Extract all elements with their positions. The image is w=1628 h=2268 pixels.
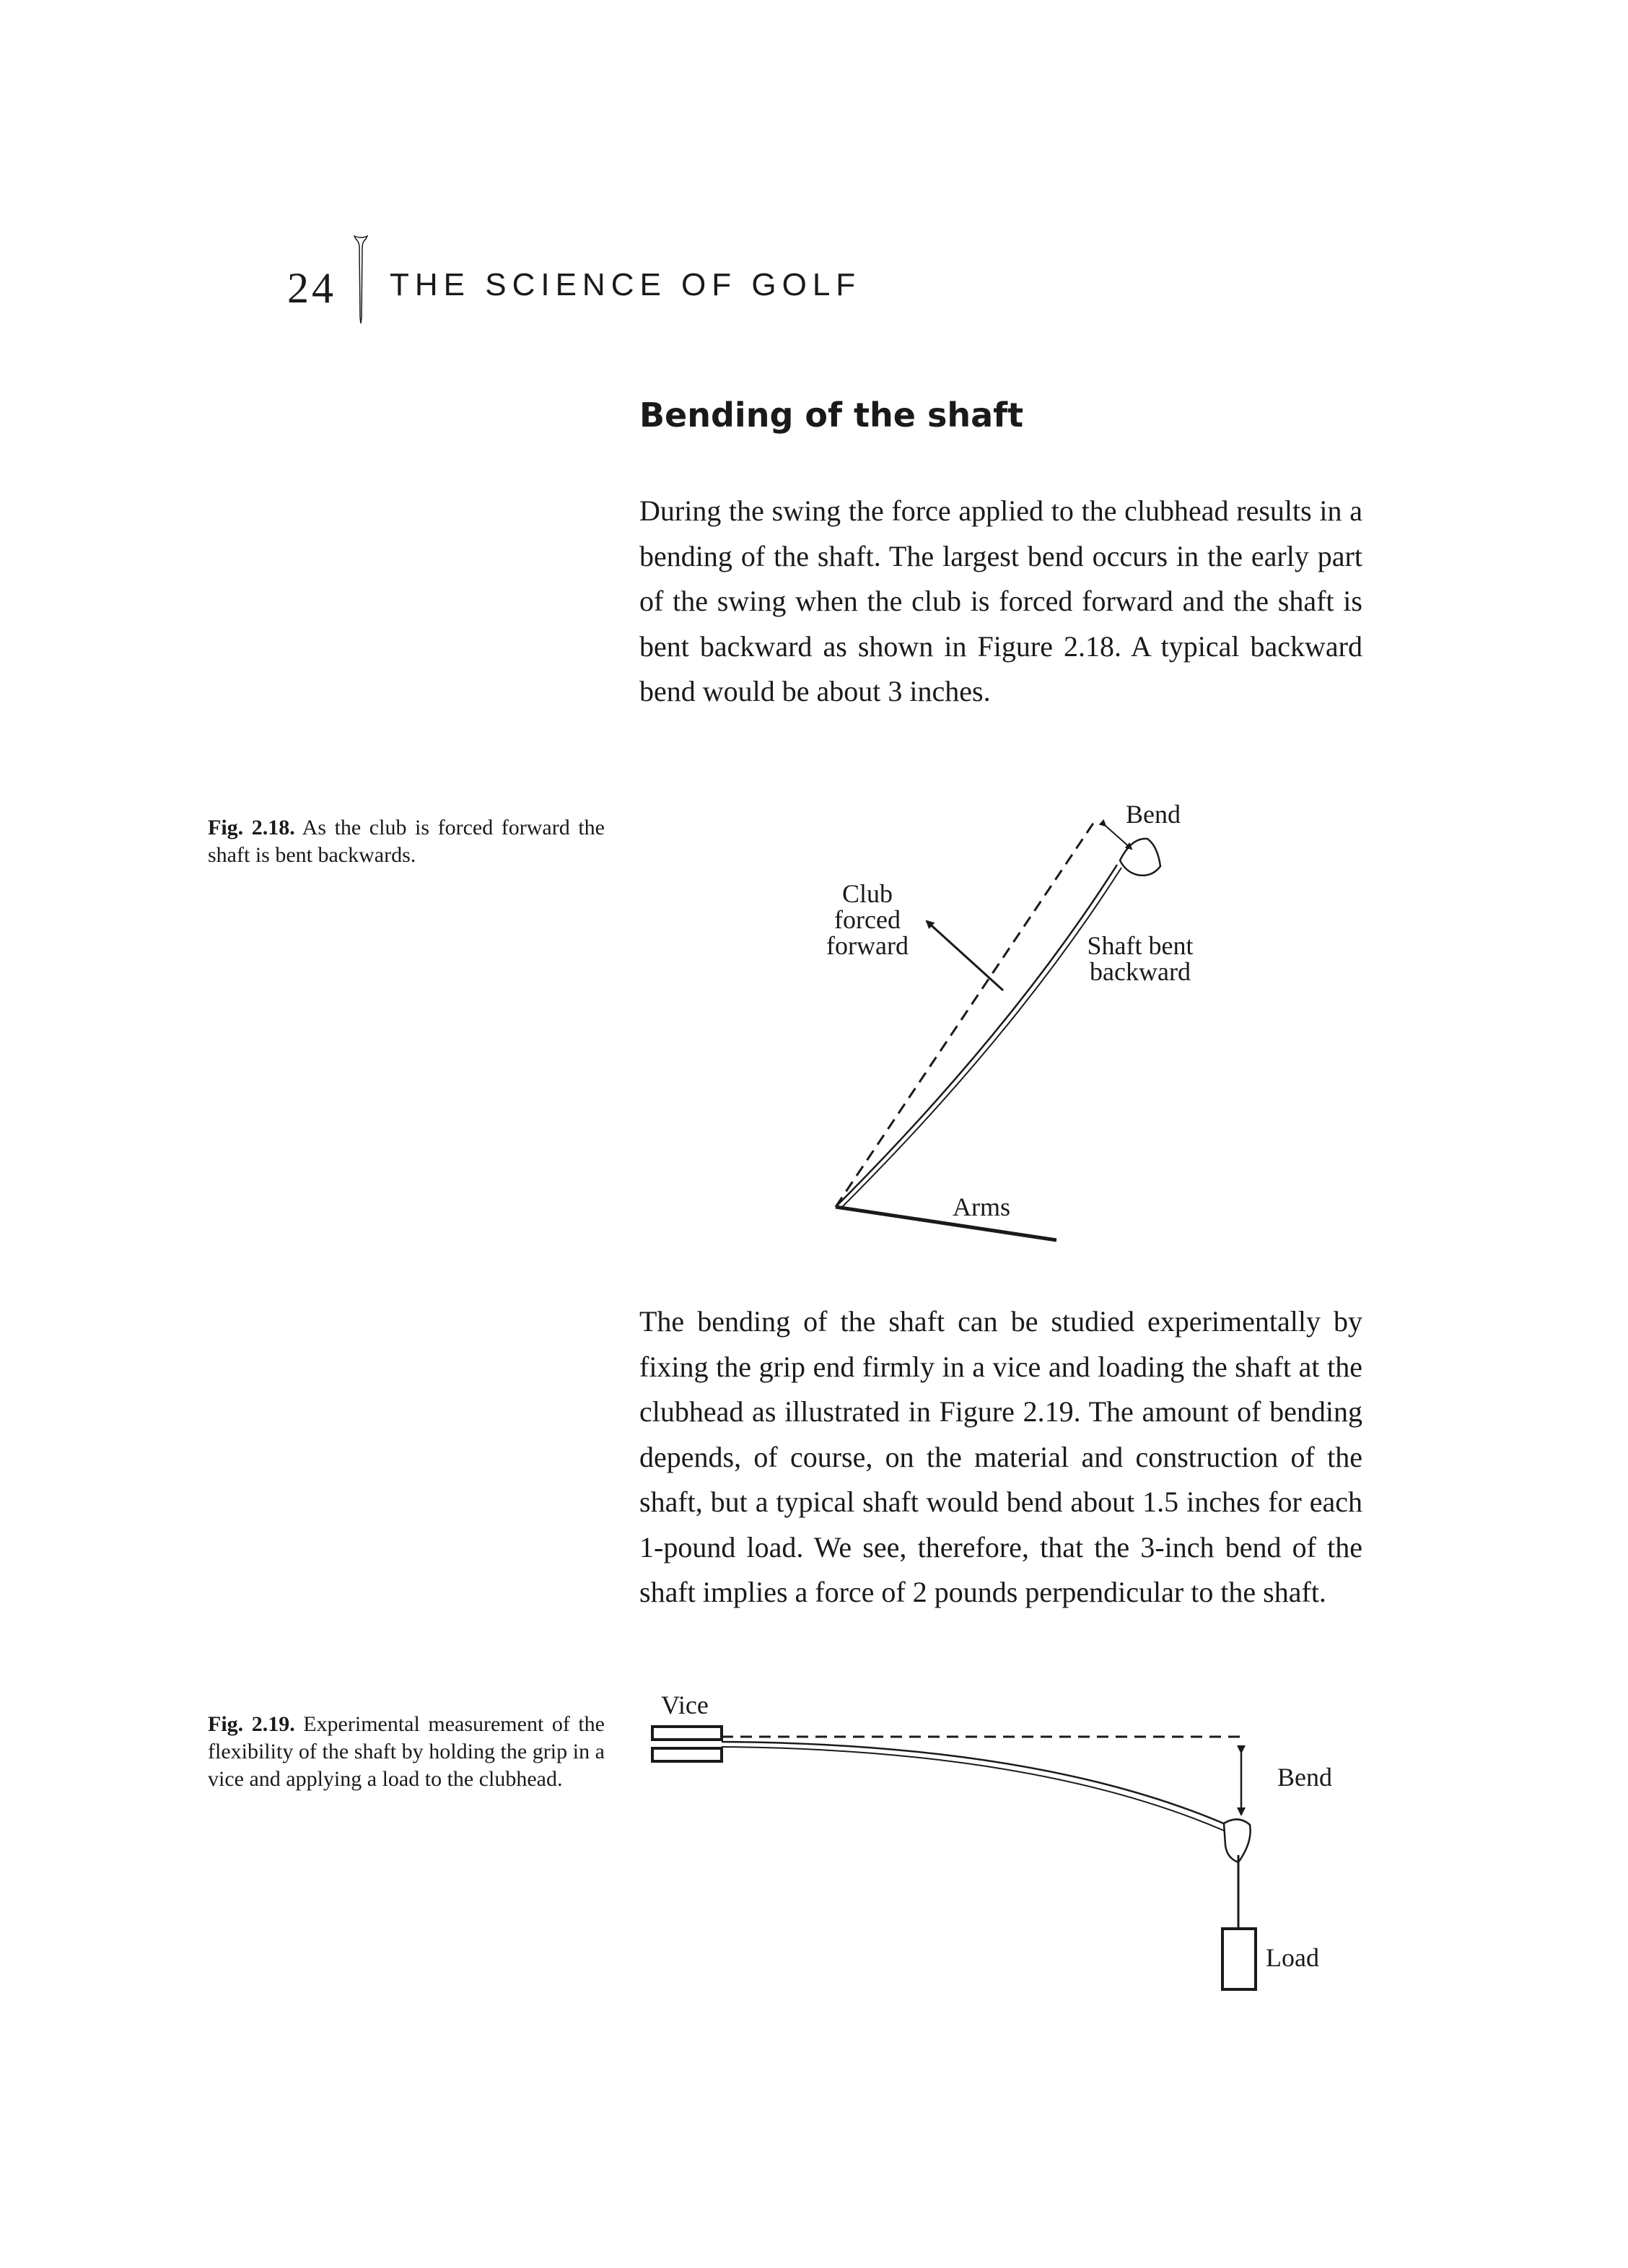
section-heading: Bending of the shaft — [639, 396, 1024, 435]
label-shaft-bent-backward-2: backward — [1090, 957, 1191, 986]
running-head — [281, 235, 1147, 328]
load-weight — [1222, 1929, 1256, 1989]
label-load: Load — [1266, 1943, 1319, 1972]
caption-text: Experimental measurement of the flexibility of the shaft by holding the grip in a vice and applying a load to the clubhead. — [208, 1712, 605, 1791]
body-paragraph-1: During the swing the force applied to the clubhead results in a bending of the shaft. The largest bend occurs in the early part of the swing when the club is forced forward and the shaft is bent backward as shown in Figure 2.18. A typical backward bend would be about 3 inches. — [639, 494, 1362, 707]
label-bend: Bend — [1277, 1763, 1332, 1792]
bent-shaft-line-inner — [722, 1747, 1224, 1831]
arms-line — [836, 1207, 1056, 1240]
figure-caption-2-19 — [208, 1711, 605, 1793]
bend-arrow — [1106, 826, 1132, 849]
label-club-forced-forward-1: Club — [841, 879, 893, 908]
vice-bottom-jaw — [652, 1748, 722, 1761]
caption-label: Fig. 2.18. — [208, 816, 295, 839]
caption-text: As the club is forced forward the shaft is bent backwards. — [208, 816, 605, 867]
figure-2-19-vice-load-diagram — [635, 1682, 1364, 2021]
label-club-forced-forward-3: forward — [826, 931, 909, 960]
figure-caption-2-18 — [208, 814, 605, 869]
golf-tee-icon — [354, 235, 368, 325]
page-number: 24 — [287, 264, 336, 312]
figure-2-18-shaft-bend-diagram — [794, 794, 1227, 1256]
bent-shaft-line — [722, 1742, 1227, 1825]
forward-force-arrow — [927, 921, 1003, 990]
label-club-forced-forward-2: forced — [834, 905, 901, 934]
clubhead-shape — [1224, 1819, 1251, 1862]
label-shaft-bent-backward-1: Shaft bent — [1087, 931, 1194, 960]
label-arms: Arms — [953, 1192, 1010, 1221]
body-paragraph-2: The bending of the shaft can be studied experimentally by fixing the grip end firmly in a vice and loading the shaft at the clubhead as illustrated in Figure 2.19. The amount of bending depends, of course, on the material and construction of the shaft, but a typical shaft would bend about 1.5 inches for each 1-pound load. We see, therefore, that the 3-inch bend of the shaft implies a force of 2 pounds perpendicular to the shaft. — [639, 1305, 1362, 1608]
book-title: THE SCIENCE OF GOLF — [390, 267, 862, 302]
vice-top-jaw — [652, 1727, 722, 1740]
straight-club-dashed-line — [836, 818, 1097, 1207]
label-bend: Bend — [1126, 800, 1181, 829]
label-vice: Vice — [661, 1691, 709, 1719]
caption-label: Fig. 2.19. — [208, 1712, 295, 1736]
